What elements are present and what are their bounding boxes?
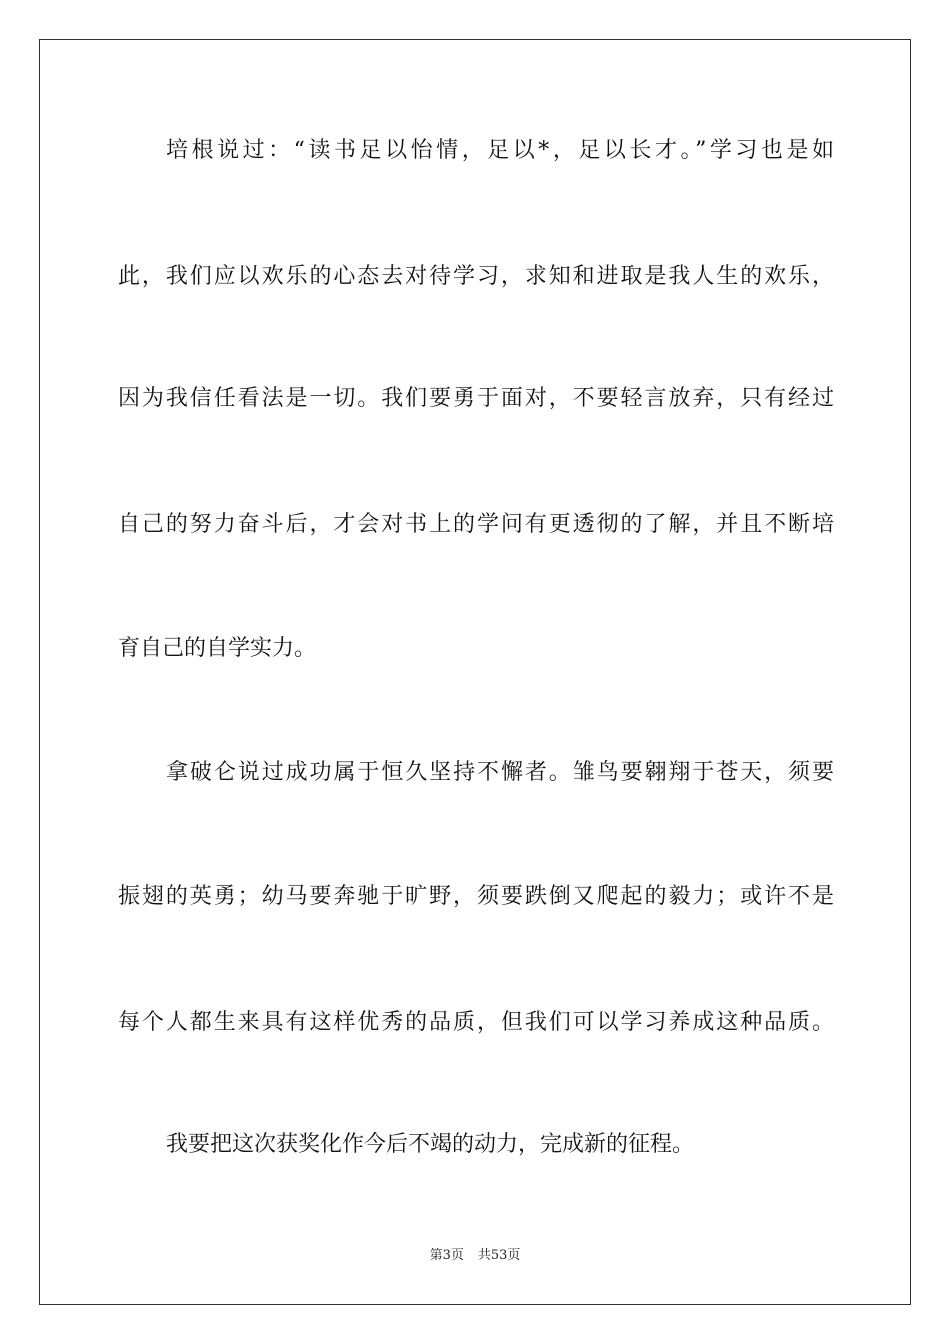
paragraph-2-line-2: 振翅的英勇；幼马要奔驰于旷野，须要跌倒又爬起的毅力；或许不是 — [118, 884, 834, 909]
page-number: 第3页 — [429, 1248, 464, 1263]
paragraph-3-line-1: 我要把这次获奖化作今后不竭的动力，完成新的征程。 — [166, 1132, 695, 1157]
page-total: 共53页 — [477, 1248, 521, 1263]
paragraph-1-line-3: 因为我信任看法是一切。我们要勇于面对，不要轻言放弃，只有经过 — [118, 386, 834, 411]
paragraph-2-line-3: 每个人都生来具有这样优秀的品质，但我们可以学习养成这种品质。 — [118, 1010, 834, 1035]
paragraph-1-line-4: 自己的努力奋斗后，才会对书上的学问有更透彻的了解，并且不断培 — [118, 512, 834, 537]
page-border — [39, 39, 911, 1305]
page-footer — [0, 1247, 950, 1265]
paragraph-1-line-5: 育自己的自学实力。 — [118, 636, 317, 661]
paragraph-2-line-1: 拿破仑说过成功属于恒久坚持不懈者。雏鸟要翱翔于苍天，须要 — [166, 760, 834, 785]
paragraph-1-line-1: 培根说过：“读书足以怡情，足以*，足以长才。”学习也是如 — [166, 138, 834, 163]
paragraph-1-line-2: 此，我们应以欢乐的心态去对待学习，求知和进取是我人生的欢乐， — [118, 264, 834, 289]
